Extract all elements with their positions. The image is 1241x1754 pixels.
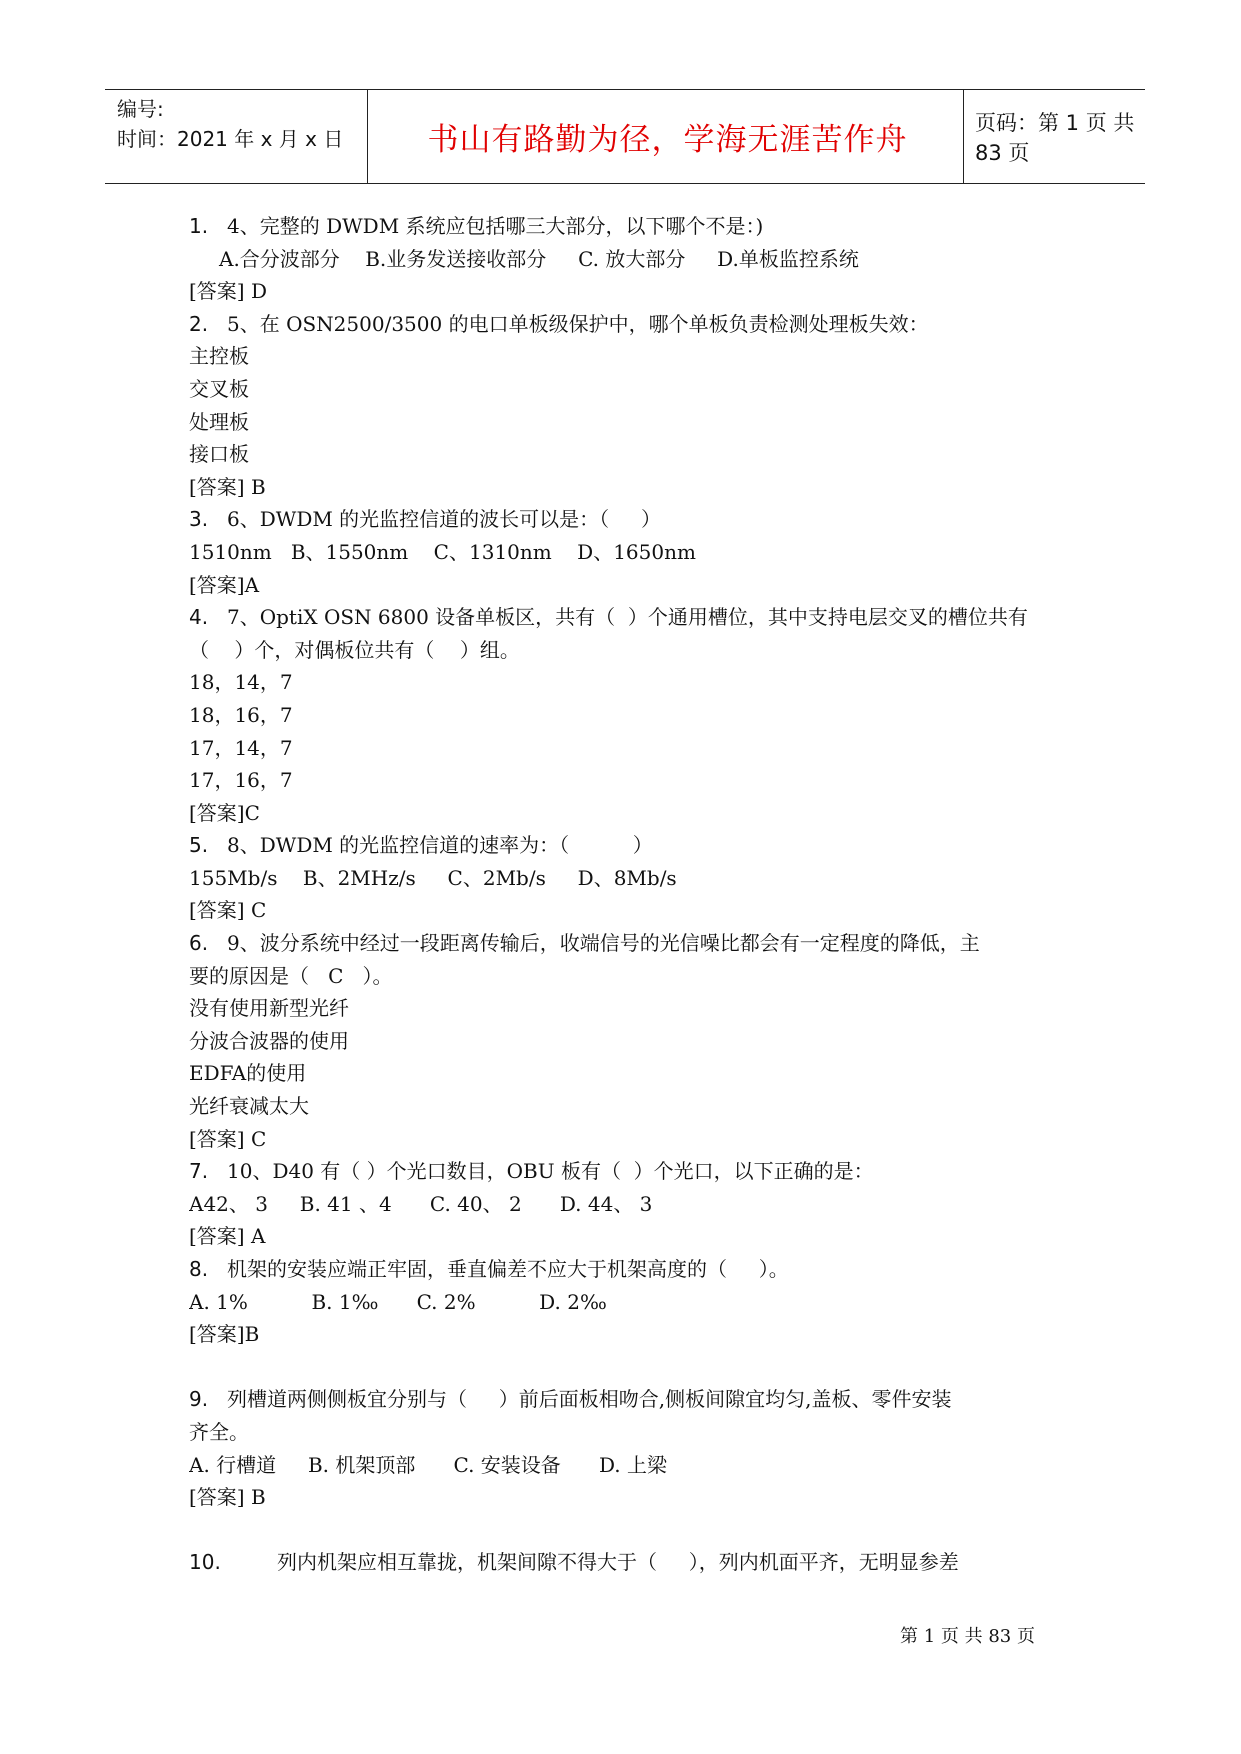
answer-line: [答案] A bbox=[189, 1224, 266, 1249]
answer-line: [答案]C bbox=[189, 800, 260, 825]
option-line: A. 1% B. 1‰ C. 2% D. 2‰ bbox=[189, 1289, 607, 1314]
page-header bbox=[105, 89, 1145, 184]
option-line: 交叉板 bbox=[189, 376, 249, 401]
question-number: 2. bbox=[189, 311, 209, 336]
option-line: 1510nm B、1550nm C、1310nm D、1650nm bbox=[189, 539, 696, 564]
question-number: 3. bbox=[189, 507, 209, 532]
option-line: 处理板 bbox=[189, 409, 249, 434]
option-line: （ ）个，对偶板位共有（ ）组。 bbox=[189, 637, 520, 662]
question-line bbox=[189, 1155, 1059, 1188]
question-number: 5. bbox=[189, 833, 209, 858]
question-number: 10. bbox=[189, 1550, 221, 1575]
question-line bbox=[189, 210, 1059, 243]
question-text: 列内机架应相互靠拢，机架间隙不得大于（ ），列内机面平齐，无明显参差 bbox=[277, 1550, 959, 1575]
answer-line: [答案]B bbox=[189, 1322, 260, 1347]
option-line: 接口板 bbox=[189, 442, 249, 467]
question-number: 4. bbox=[189, 605, 209, 630]
option-line: A. 行槽道 B. 机架顶部 C. 安装设备 D. 上梁 bbox=[189, 1452, 667, 1477]
option-line: 155Mb/s B、2MHz/s C、2Mb/s D、8Mb/s bbox=[189, 865, 677, 890]
blank-line bbox=[189, 1351, 1059, 1384]
header-motto: 书山有路勤为径，学海无涯苦作舟 bbox=[427, 122, 908, 158]
question-text: 列槽道两侧侧板宜分别与（ ）前后面板相吻合,侧板间隙宜均匀,盖板、零件安装 bbox=[227, 1387, 952, 1412]
question-text: 7、OptiX OSN 6800 设备单板区，共有（ ）个通用槽位，其中支持电层交叉的槽位共有 bbox=[227, 605, 1028, 630]
time-label: 时间：2021 年 x 月 x 日 bbox=[117, 127, 344, 151]
question-number: 6. bbox=[189, 931, 209, 956]
blank-line bbox=[189, 1514, 1059, 1547]
serial-label: 编号: bbox=[117, 97, 164, 121]
option-line: 分波合波器的使用 bbox=[189, 1028, 349, 1053]
question-text: 10、D40 有（ ）个光口数目，OBU 板有（ ）个光口，以下正确的是： bbox=[227, 1159, 874, 1184]
option-line: 17，16，7 bbox=[189, 768, 293, 793]
question-line bbox=[189, 829, 1059, 862]
question-line bbox=[189, 1383, 1059, 1416]
question-text: 8、DWDM 的光监控信道的速率为：（ ） bbox=[227, 833, 653, 858]
options-line: A.合分波部分 B.业务发送接收部分 C. 放大部分 D.单板监控系统 bbox=[219, 246, 859, 271]
option-line: 没有使用新型光纤 bbox=[189, 996, 349, 1021]
question-text: 9、波分系统中经过一段距离传输后，收端信号的光信噪比都会有一定程度的降低，主 bbox=[227, 931, 980, 956]
question-line bbox=[189, 308, 1059, 341]
question-text: 机架的安装应端正牢固，垂直偏差不应大于机架高度的（ ）。 bbox=[227, 1257, 789, 1281]
question-line bbox=[189, 1546, 1059, 1579]
question-text: 4、完整的 DWDM 系统应包括哪三大部分，以下哪个不是：) bbox=[227, 214, 764, 238]
option-line: 17，14，7 bbox=[189, 735, 293, 760]
question-number: 9. bbox=[189, 1387, 209, 1412]
page-footer: 第 1 页 共 83 页 bbox=[900, 1626, 1035, 1647]
question-line bbox=[189, 1253, 1059, 1286]
option-line: 18，14，7 bbox=[189, 670, 293, 695]
answer-line: [答案] C bbox=[189, 898, 267, 923]
option-line: 要的原因是（ C ）。 bbox=[189, 963, 393, 988]
answer-line: [答案] B bbox=[189, 474, 266, 499]
option-line: 齐全。 bbox=[189, 1419, 249, 1444]
option-line: EDFA的使用 bbox=[189, 1061, 307, 1086]
answer-line: [答案] C bbox=[189, 1126, 267, 1151]
option-line: 光纤衰减太大 bbox=[189, 1094, 309, 1119]
option-line: 18，16，7 bbox=[189, 702, 293, 727]
question-number: 8. bbox=[189, 1257, 209, 1281]
question-text: 5、在 OSN2500/3500 的电口单板级保护中，哪个单板负责检测处理板失效： bbox=[227, 311, 929, 336]
question-line bbox=[189, 503, 1059, 536]
question-number: 1. bbox=[189, 214, 209, 238]
question-text: 6、DWDM 的光监控信道的波长可以是：（ ） bbox=[227, 507, 661, 532]
question-line bbox=[189, 927, 1059, 960]
option-line: 主控板 bbox=[189, 344, 249, 369]
question-list bbox=[189, 210, 1059, 1579]
header-meta bbox=[117, 94, 343, 154]
answer-line: [答案] B bbox=[189, 1485, 266, 1510]
answer-line: [答案]A bbox=[189, 572, 260, 597]
header-divider bbox=[367, 90, 368, 183]
header-divider bbox=[963, 90, 964, 183]
question-line bbox=[189, 601, 1059, 634]
question-number: 7. bbox=[189, 1159, 209, 1184]
header-page-info: 页码：第 1 页 共 83 页 bbox=[975, 110, 1135, 165]
option-line: A42、 3 B. 41 、4 C. 40、 2 D. 44、 3 bbox=[189, 1191, 653, 1216]
answer-line: [答案] D bbox=[189, 279, 267, 304]
